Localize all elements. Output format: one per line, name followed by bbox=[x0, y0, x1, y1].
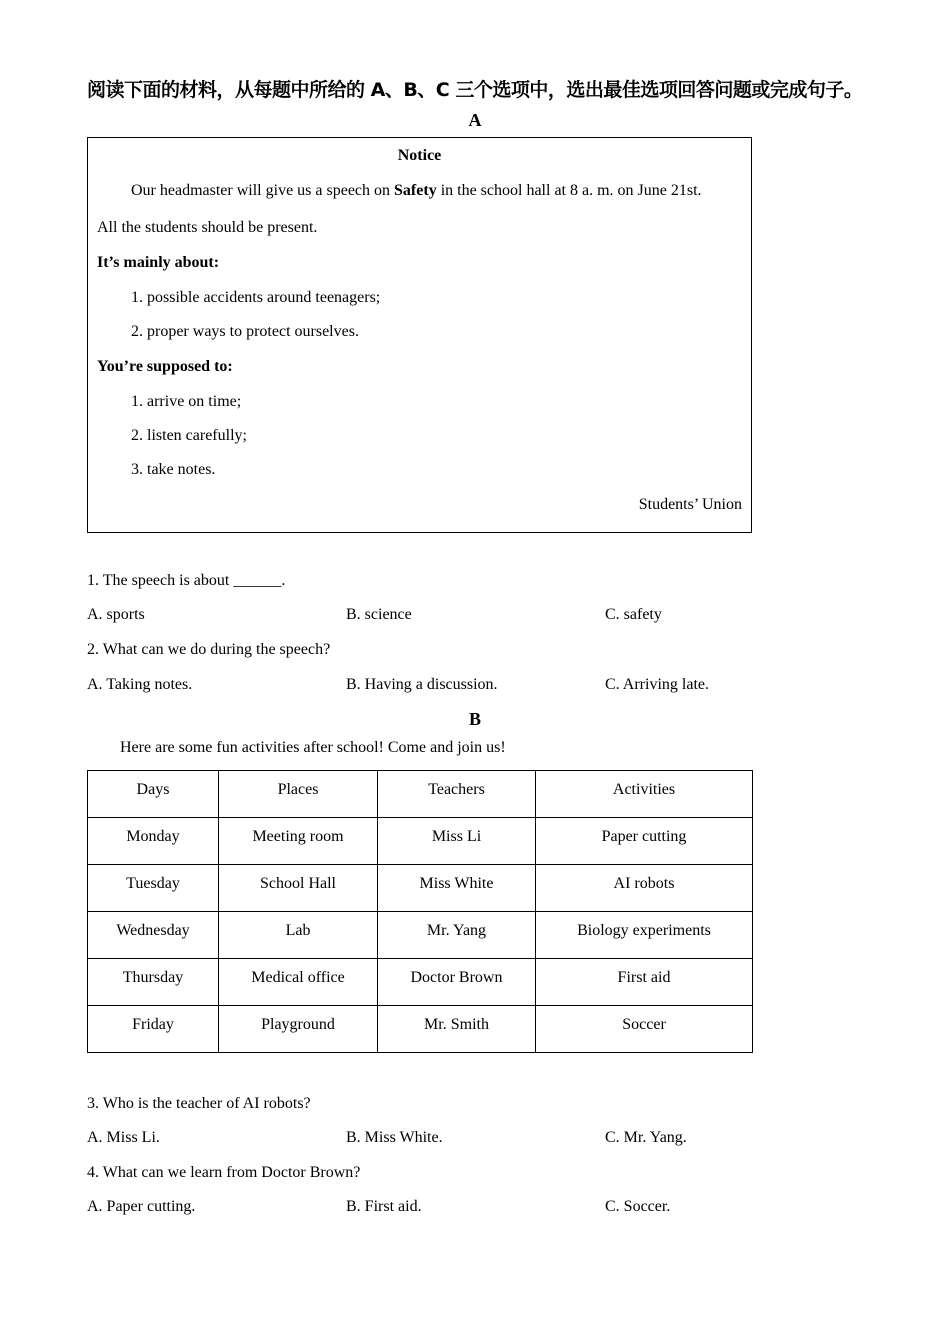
notice-intro bbox=[131, 181, 702, 201]
cell: Biology experiments bbox=[536, 912, 753, 959]
cell: Wednesday bbox=[88, 912, 219, 959]
cell: Mr. Smith bbox=[378, 1006, 536, 1053]
option-3c[interactable]: C. Mr. Yang. bbox=[605, 1129, 687, 1146]
instruction: 阅读下面的材料，从每题中所给的 A、B、C 三个选项中，选出最佳选项回答问题或完成句子。 bbox=[87, 79, 863, 101]
notice-box bbox=[87, 137, 752, 533]
about-heading: It’s mainly about: bbox=[97, 254, 220, 271]
table-row bbox=[88, 1006, 753, 1053]
option-3b[interactable]: B. Miss White. bbox=[346, 1129, 443, 1146]
cell: Soccer bbox=[536, 1006, 753, 1053]
option-2a[interactable]: A. Taking notes. bbox=[87, 676, 193, 693]
notice-title: Notice bbox=[397, 147, 442, 164]
cell: Medical office bbox=[219, 959, 378, 1006]
supposed-item: 1. arrive on time; bbox=[131, 393, 242, 410]
cell: Meeting room bbox=[219, 818, 378, 865]
question-3: 3. Who is the teacher of AI robots? bbox=[87, 1095, 311, 1112]
cell: Miss White bbox=[378, 865, 536, 912]
intro-bold: Safety bbox=[394, 182, 437, 199]
table-header-row bbox=[88, 771, 753, 818]
table-row bbox=[88, 912, 753, 959]
cell: Playground bbox=[219, 1006, 378, 1053]
table-row bbox=[88, 959, 753, 1006]
intro-text: Our headmaster will give us a speech on bbox=[131, 182, 395, 199]
supposed-heading: You’re supposed to: bbox=[97, 358, 233, 375]
option-4a[interactable]: A. Paper cutting. bbox=[87, 1198, 196, 1215]
activities-table bbox=[87, 770, 753, 1053]
cell: Monday bbox=[88, 818, 219, 865]
option-4c[interactable]: C. Soccer. bbox=[605, 1198, 671, 1215]
cell: Mr. Yang bbox=[378, 912, 536, 959]
question-1: 1. The speech is about ______. bbox=[87, 572, 286, 589]
option-4b[interactable]: B. First aid. bbox=[346, 1198, 422, 1215]
supposed-item: 2. listen carefully; bbox=[131, 427, 247, 444]
table-row bbox=[88, 865, 753, 912]
option-1a[interactable]: A. sports bbox=[87, 606, 145, 623]
header-cell: Activities bbox=[536, 771, 753, 818]
about-item: 1. possible accidents around teenagers; bbox=[131, 289, 381, 306]
section-b-intro: Here are some fun activities after school! Come and join us! bbox=[120, 739, 506, 756]
cell: Friday bbox=[88, 1006, 219, 1053]
question-2: 2. What can we do during the speech? bbox=[87, 641, 331, 658]
notice-signature: Students’ Union bbox=[638, 496, 742, 513]
header-cell: Days bbox=[88, 771, 219, 818]
option-2b[interactable]: B. Having a discussion. bbox=[346, 676, 498, 693]
cell: Tuesday bbox=[88, 865, 219, 912]
cell: Paper cutting bbox=[536, 818, 753, 865]
option-1b[interactable]: B. science bbox=[346, 606, 412, 623]
supposed-item: 3. take notes. bbox=[131, 461, 216, 478]
cell: Miss Li bbox=[378, 818, 536, 865]
header-cell: Teachers bbox=[378, 771, 536, 818]
cell: Doctor Brown bbox=[378, 959, 536, 1006]
table-row bbox=[88, 818, 753, 865]
notice-intro-line2: All the students should be present. bbox=[97, 219, 318, 236]
section-a-label: A bbox=[468, 110, 482, 130]
cell: Thursday bbox=[88, 959, 219, 1006]
cell: First aid bbox=[536, 959, 753, 1006]
cell: Lab bbox=[219, 912, 378, 959]
cell: AI robots bbox=[536, 865, 753, 912]
intro-text-end: in the school hall at 8 a. m. on June 21st. bbox=[436, 182, 702, 199]
question-4: 4. What can we learn from Doctor Brown? bbox=[87, 1164, 361, 1181]
header-cell: Places bbox=[219, 771, 378, 818]
option-2c[interactable]: C. Arriving late. bbox=[605, 676, 709, 693]
option-1c[interactable]: C. safety bbox=[605, 606, 662, 623]
cell: School Hall bbox=[219, 865, 378, 912]
about-item: 2. proper ways to protect ourselves. bbox=[131, 323, 359, 340]
section-b-label: B bbox=[468, 709, 481, 729]
option-3a[interactable]: A. Miss Li. bbox=[87, 1129, 160, 1146]
